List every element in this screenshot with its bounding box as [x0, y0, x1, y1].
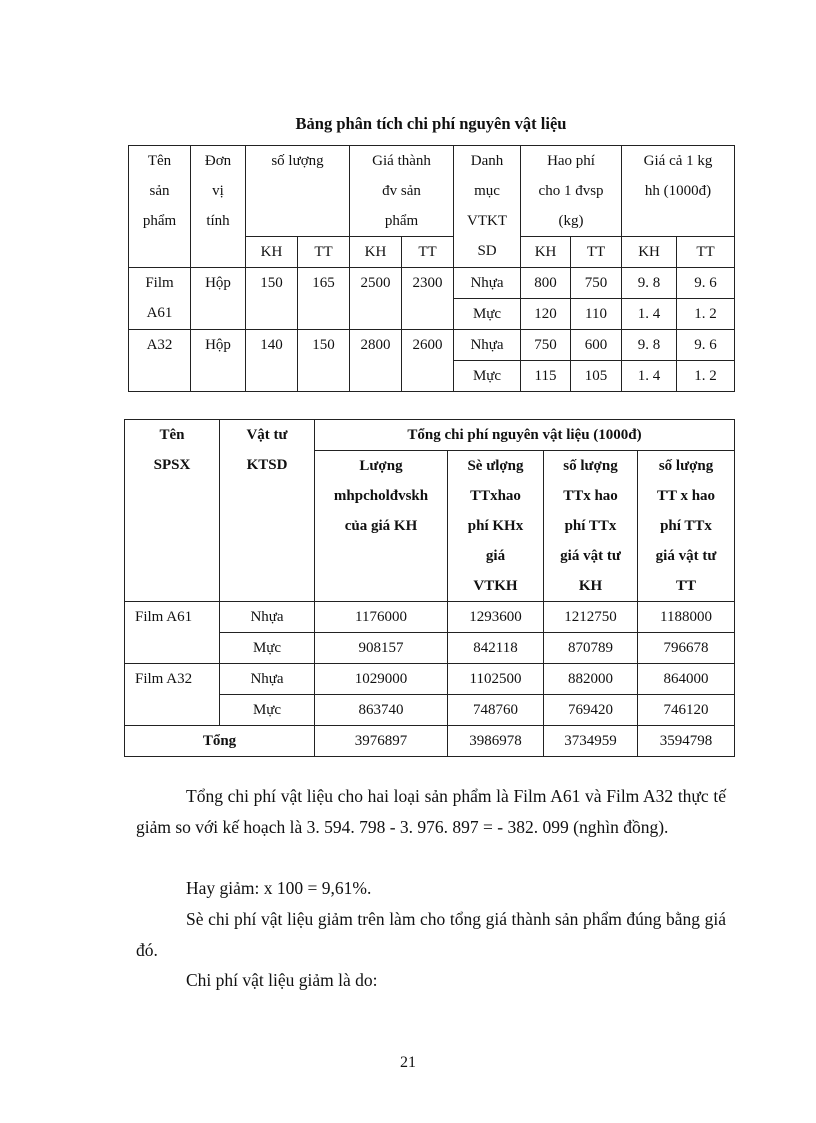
total-value: 3976897 — [315, 726, 448, 757]
qty-tt-cell: 150 — [298, 330, 350, 392]
total-material-cost-table — [124, 419, 735, 757]
value-cell: 1102500 — [448, 664, 544, 695]
total-label: Tổng — [125, 726, 315, 757]
material-cell: Nhựa — [454, 330, 521, 361]
value-cell: 769420 — [544, 695, 638, 726]
table-row — [129, 268, 735, 299]
sub-header-tt: TT — [677, 237, 735, 268]
price-tt-cell: 1. 2 — [677, 299, 735, 330]
product-cell: Film A61 — [125, 602, 220, 664]
wastage-kh-cell: 115 — [521, 361, 571, 392]
material-cell: Mực — [220, 633, 315, 664]
header-unit: Đơn vị tính — [191, 146, 246, 268]
cost-kh-cell: 2800 — [350, 330, 402, 392]
value-cell: 796678 — [638, 633, 735, 664]
header-product: Tên sản phẩm — [129, 146, 191, 268]
table-row — [125, 602, 735, 633]
header-col2: Sè ưlợng TTxhao phí KHx giá VTKH — [448, 451, 544, 602]
paragraph-decrease: Hay giảm: x 100 = 9,61%. — [186, 878, 372, 898]
unit-cell: Hộp — [191, 330, 246, 392]
material-cell: Nhựa — [220, 664, 315, 695]
header-product: Tên SPSX — [125, 420, 220, 602]
wastage-tt-cell: 600 — [571, 330, 622, 361]
total-value: 3734959 — [544, 726, 638, 757]
value-cell: 864000 — [638, 664, 735, 695]
value-cell: 908157 — [315, 633, 448, 664]
wastage-kh-cell: 800 — [521, 268, 571, 299]
wastage-kh-cell: 750 — [521, 330, 571, 361]
price-tt-cell: 1. 2 — [677, 361, 735, 392]
value-cell: 882000 — [544, 664, 638, 695]
product-cell: Film A61 — [129, 268, 191, 330]
value-cell: 842118 — [448, 633, 544, 664]
price-kh-cell: 1. 4 — [622, 361, 677, 392]
sub-header-kh: KH — [622, 237, 677, 268]
paragraph-effect: Sè chi phí vật liệu giảm trên làm cho tổng giá thành sản phẩm đúng bằng giá đó. — [136, 909, 726, 960]
cost-kh-cell: 2500 — [350, 268, 402, 330]
header-col1: Lượng mhpcholđvskh của giá KH — [315, 451, 448, 602]
price-tt-cell: 9. 6 — [677, 268, 735, 299]
value-cell: 1029000 — [315, 664, 448, 695]
paragraph-summary: Tổng chi phí vật liệu cho hai loại sản phẩm là Film A61 và Film A32 thực tế giảm so với kế hoạch là 3. 594. 798 - 3. 976. 897 = - 382. 099 (nghìn đồng). — [136, 786, 726, 837]
value-cell: 1212750 — [544, 602, 638, 633]
cost-tt-cell: 2300 — [402, 268, 454, 330]
material-cell: Mực — [454, 361, 521, 392]
header-wastage: Hao phí cho 1 đvsp (kg) — [521, 146, 622, 237]
table-row — [125, 664, 735, 695]
value-cell: 1176000 — [315, 602, 448, 633]
table1-title: Bảng phân tích chi phí nguyên vật liệu — [295, 114, 567, 133]
total-value: 3594798 — [638, 726, 735, 757]
cost-tt-cell: 2600 — [402, 330, 454, 392]
header-unit-cost: Giá thành đv sản phẩm — [350, 146, 454, 237]
sub-header-tt: TT — [298, 237, 350, 268]
sub-header-kh: KH — [521, 237, 571, 268]
header-material: Vật tư KTSD — [220, 420, 315, 602]
paragraph-reason: Chi phí vật liệu giảm là do: — [186, 970, 378, 990]
wastage-tt-cell: 110 — [571, 299, 622, 330]
material-cell: Nhựa — [220, 602, 315, 633]
material-cost-analysis-table — [128, 145, 735, 392]
wastage-tt-cell: 105 — [571, 361, 622, 392]
value-cell: 746120 — [638, 695, 735, 726]
sub-header-kh: KH — [246, 237, 298, 268]
value-cell: 863740 — [315, 695, 448, 726]
table-row — [129, 330, 735, 361]
price-kh-cell: 9. 8 — [622, 330, 677, 361]
qty-kh-cell: 150 — [246, 268, 298, 330]
header-material: Danh mục VTKT SD — [454, 146, 521, 268]
sub-header-tt: TT — [402, 237, 454, 268]
qty-kh-cell: 140 — [246, 330, 298, 392]
value-cell: 748760 — [448, 695, 544, 726]
header-total-cost: Tổng chi phí nguyên vật liệu (1000đ) — [315, 420, 735, 451]
material-cell: Mực — [454, 299, 521, 330]
price-kh-cell: 9. 8 — [622, 268, 677, 299]
price-tt-cell: 9. 6 — [677, 330, 735, 361]
wastage-kh-cell: 120 — [521, 299, 571, 330]
product-cell: Film A32 — [125, 664, 220, 726]
total-value: 3986978 — [448, 726, 544, 757]
sub-header-kh: KH — [350, 237, 402, 268]
header-col4: số lượng TT x hao phí TTx giá vật tư TT — [638, 451, 735, 602]
value-cell: 870789 — [544, 633, 638, 664]
material-cell: Mực — [220, 695, 315, 726]
wastage-tt-cell: 750 — [571, 268, 622, 299]
total-row — [125, 726, 735, 757]
value-cell: 1293600 — [448, 602, 544, 633]
header-quantity: số lượng — [246, 146, 350, 237]
header-col3: số lượng TTx hao phí TTx giá vật tư KH — [544, 451, 638, 602]
sub-header-tt: TT — [571, 237, 622, 268]
product-cell: A32 — [129, 330, 191, 392]
price-kh-cell: 1. 4 — [622, 299, 677, 330]
value-cell: 1188000 — [638, 602, 735, 633]
header-price: Giá cả 1 kg hh (1000đ) — [622, 146, 735, 237]
qty-tt-cell: 165 — [298, 268, 350, 330]
unit-cell: Hộp — [191, 268, 246, 330]
page-number: 21 — [400, 1054, 416, 1071]
material-cell: Nhựa — [454, 268, 521, 299]
